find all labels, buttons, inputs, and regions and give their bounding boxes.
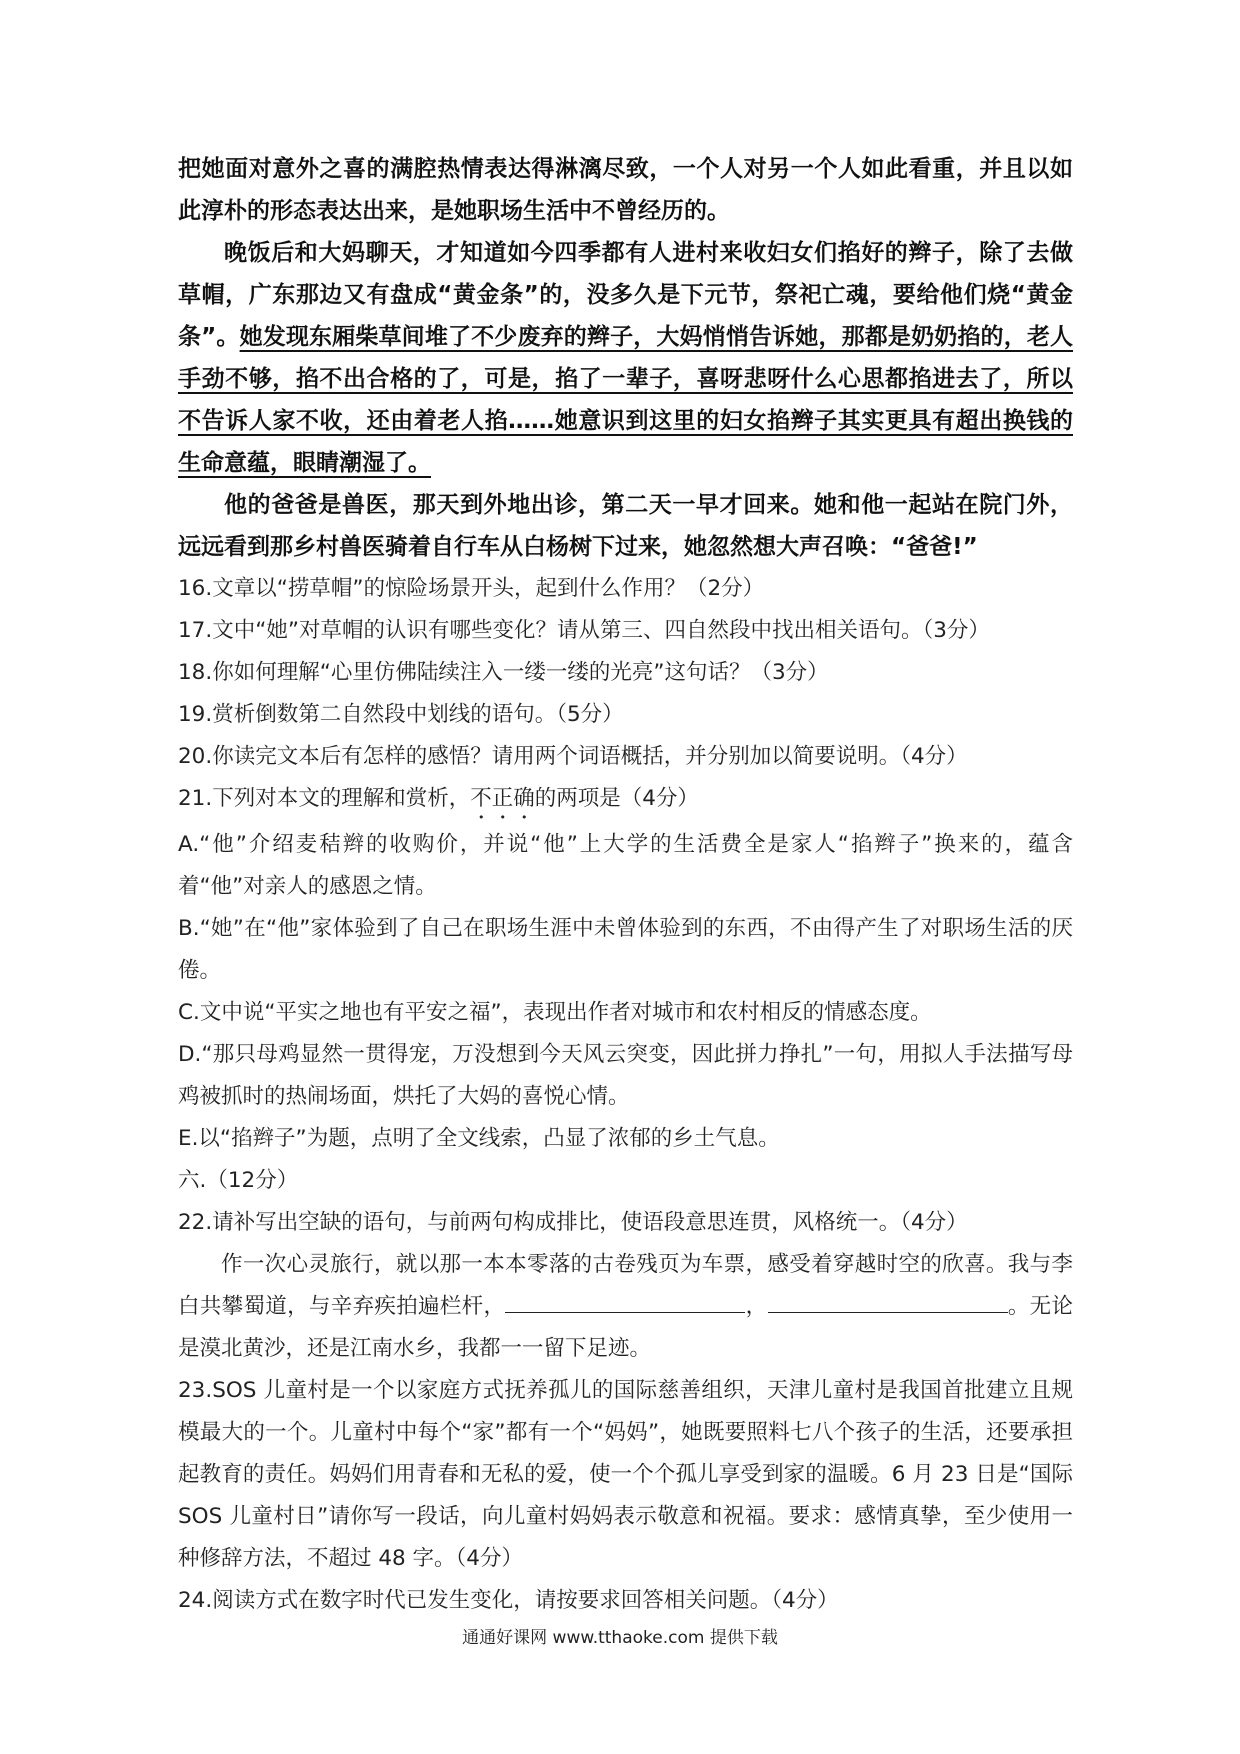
document-body (178, 148, 1073, 1622)
option-b: B.“她”在“他”家体验到了自己在职场生涯中未曾体验到的东西，不由得产生了对职场生活的厌倦。 (178, 916, 1073, 983)
blank-separator: ， (745, 1294, 768, 1319)
question-21 (178, 778, 1073, 824)
emphasis-not-correct: 不正确 (470, 786, 535, 811)
passage-paragraph-2-text: 晚饭后和大妈聊天，才知道如今四季都有人进村来收妇女们掐好的辫子，除了去做草帽，广东那边又有盘成“黄金条”的，没多久是下元节，祭祀亡魂，要给他们烧“黄金条”。 (178, 240, 1073, 350)
question-19: 19.赏析倒数第二自然段中划线的语句。（5分） (178, 702, 624, 727)
question-21-suffix: 的两项是（4分） (534, 786, 699, 811)
question-18: 18.你如何理解“心里仿佛陆续注入一缕一缕的光亮”这句话？（3分） (178, 660, 829, 685)
question-17: 17.文中“她”对草帽的认识有哪些变化？请从第三、四自然段中找出相关语句。（3分） (178, 618, 990, 643)
section-6-heading: 六.（12分） (178, 1168, 299, 1193)
option-c: C.文中说“平实之地也有平安之福”，表现出作者对城市和农村相反的情感态度。 (178, 1000, 932, 1025)
blank-end-mark: 。 (1007, 1294, 1030, 1319)
question-21-prefix: 21.下列对本文的理解和赏析， (178, 786, 471, 811)
passage-paragraph-1: 把她面对意外之喜的满腔热情表达得淋漓尽致，一个人对另一个人如此看重，并且以如此淳朴的形态表达出来，是她职场生活中不曾经历的。 (178, 156, 1073, 224)
passage-paragraph-2 (178, 232, 1073, 484)
passage-paragraph-3: 他的爸爸是兽医，那天到外地出诊，第二天一早才回来。她和他一起站在院门外，远远看到那乡村兽医骑着自行车从白杨树下过来，她忽然想大声召唤：“爸爸!” (178, 492, 1073, 560)
footer-source: 通通好课网 www.tthaoke.com 提供下载 (462, 1628, 778, 1648)
option-d: D.“那只母鸡显然一贯得宠，万没想到今天风云突变，因此拼力挣扎”一句，用拟人手法描写母鸡被抓时的热闹场面，烘托了大妈的喜悦心情。 (178, 1042, 1073, 1109)
question-20: 20.你读完文本后有怎样的感悟？请用两个词语概括，并分别加以简要说明。（4分） (178, 744, 968, 769)
question-22-passage-text: 作一次心灵旅行，就以那一本本零落的古卷残页为车票，感受着穿越时空的欣喜。我与李白共攀蜀道，与辛弃疾拍遍栏杆， (178, 1252, 1073, 1319)
underlined-sentence: 她发现东厢柴草间堆了不少废弃的辫子，大妈悄悄告诉她，那都是奶奶掐的，老人手劲不够，掐不出合格的了，可是，掐了一辈子，喜呀悲呀什么心思都掐进去了，所以不告诉人家不收，还由着老人掐……她意识到这里的妇女掐辫子其实更具有超出换钱的生命意蕴，眼睛潮湿了。 (178, 324, 1074, 476)
question-22: 22.请补写出空缺的语句，与前两句构成排比，使语段意思连贯，风格统一。（4分） (178, 1210, 968, 1235)
question-16: 16.文章以“捞草帽”的惊险场景开头，起到什么作用？（2分） (178, 576, 765, 601)
option-a: A.“他”介绍麦秸辫的收购价，并说“他”上大学的生活费全是家人“掐辫子”换来的，蕴含着“他”对亲人的感恩之情。 (178, 832, 1073, 899)
answer-blank-1[interactable] (505, 1290, 745, 1313)
answer-blank-2[interactable] (768, 1290, 1008, 1313)
question-24: 24.阅读方式在数字时代已发生变化，请按要求回答相关问题。（4分） (178, 1588, 839, 1613)
question-22-passage-end: 无论是漠北黄沙，还是江南水乡，我都一一留下足迹。 (178, 1294, 1073, 1361)
option-e: E.以“掐辫子”为题，点明了全文线索，凸显了浓郁的乡土气息。 (178, 1126, 780, 1151)
question-23: 23.SOS 儿童村是一个以家庭方式抚养孤儿的国际慈善组织，天津儿童村是我国首批建立且规模最大的一个。儿童村中每个“家”都有一个“妈妈”，她既要照料七八个孩子的生活，还要承担起教育的责任。妈妈们用青春和无私的爱，使一个个孤儿享受到家的温暖。6 月 23 日是“国际 SOS 儿童村日”请你写一段话，向儿童村妈妈表示敬意和祝福。要求：感情真挚，至少使用一种修辞方法，不超过 48 字。（4分） (178, 1378, 1073, 1571)
question-22-passage (178, 1244, 1073, 1370)
